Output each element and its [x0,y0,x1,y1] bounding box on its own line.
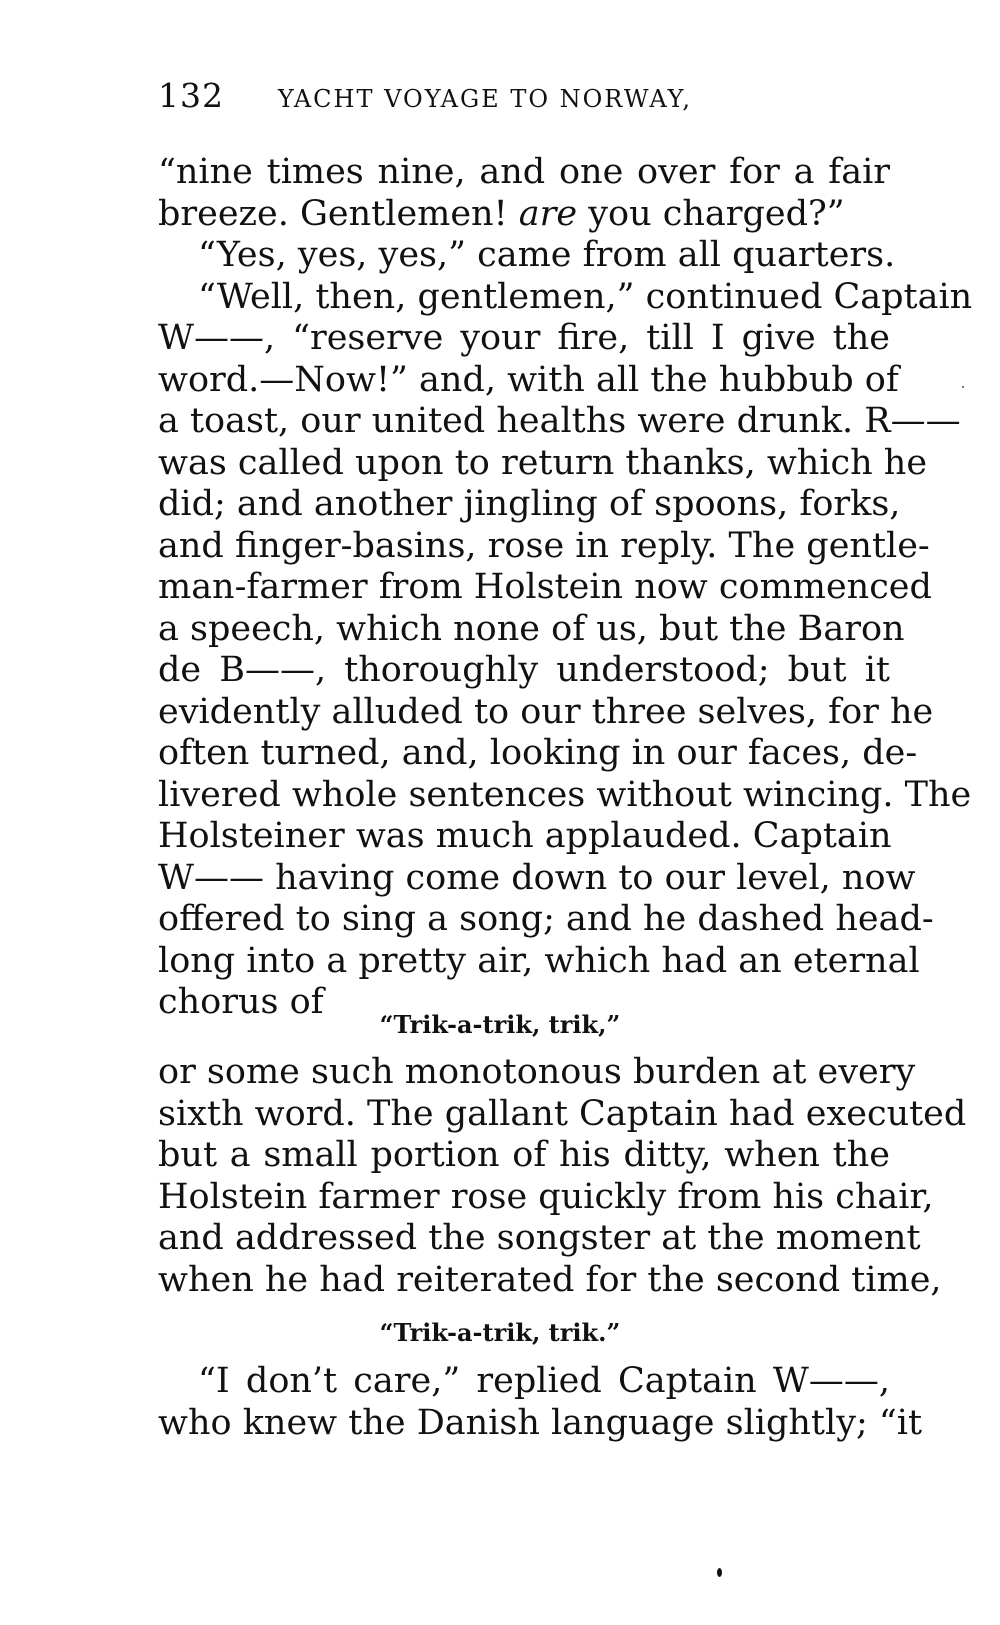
song-refrain-2: “Trik-a-trik, trik.” [379,1318,621,1347]
text-line: often turned, and, looking in our faces, de- [158,733,918,773]
page-number: 132 [158,76,224,115]
text-line: word.—Now!” and, with all the hubbub of [158,359,899,400]
text-line: or some such monotonous burden at every [158,1052,916,1092]
emphasis-text: are [518,193,578,234]
text-line: de B——, thoroughly understood; but it [158,650,890,690]
text-line: man-farmer from Holstein now commenced [158,567,932,607]
text-line: Holsteiner was much applauded. Captain [158,816,892,856]
text-line: and addressed the songster at the moment [158,1218,921,1258]
text-line: breeze. Gentlemen! are you charged?” [158,193,845,234]
text-line: and finger-basins, rose in reply. The gentle- [158,525,930,566]
ink-speck [962,386,964,388]
text-line: a toast, our united healths were drunk. R—— [158,401,961,441]
text-line: long into a pretty air, which had an eternal [158,940,920,981]
text-line: but a small portion of his ditty, when the [158,1135,890,1175]
text-line: when he had reiterated for the second time, [158,1259,942,1300]
paragraph-block-3 [158,1361,923,1444]
text-line: Holstein farmer rose quickly from his chair, [158,1176,934,1217]
text-line: chorus of [158,982,324,1022]
text-line: was called upon to return thanks, which he [158,442,928,483]
text-line: livered whole sentences without wincing. The [158,774,972,815]
page-header [158,76,878,119]
text-line: who knew the Danish language slightly; “it [158,1402,923,1443]
text-line: evidently alluded to our three selves, for he [158,691,934,732]
text-line: “Well, then, gentlemen,” continued Captain [198,276,973,317]
text-line: “nine times nine, and one over for a fair [158,152,890,192]
text-line: did; and another jingling of spoons, forks, [158,484,901,524]
text-line: “I don’t care,” replied Captain W——, [198,1361,890,1401]
paragraph-block-1 [158,152,973,1024]
song-refrain-1: “Trik-a-trik, trik,” [379,1010,621,1039]
text-line: “Yes, yes, yes,” came from all quarters. [198,235,896,275]
text-line: W——, “reserve your fire, till I give the [158,318,890,358]
text-line: offered to sing a song; and he dashed head- [158,899,934,939]
printer-mark [717,1568,722,1577]
text-line: sixth word. The gallant Captain had executed [158,1093,967,1134]
text-line: W—— having come down to our level, now [158,857,916,898]
running-title: YACHT VOYAGE TO NORWAY, [277,85,693,113]
paragraph-block-2 [158,1052,967,1301]
text-line: a speech, which none of us, but the Baron [158,608,905,649]
